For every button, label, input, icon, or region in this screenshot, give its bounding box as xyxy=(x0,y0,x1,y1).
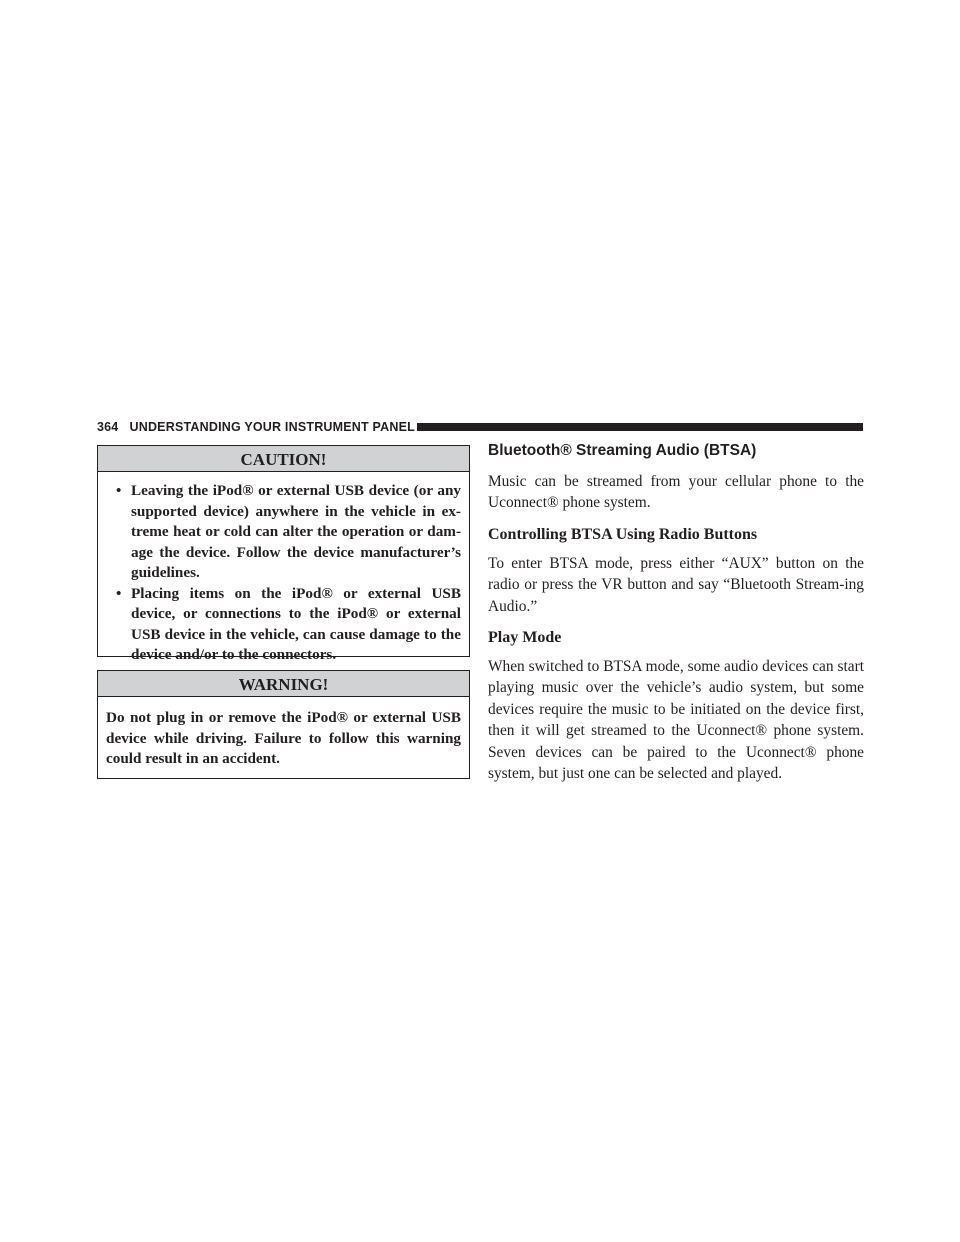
header-rule xyxy=(417,423,863,431)
caution-box xyxy=(97,445,470,663)
section-title: UNDERSTANDING YOUR INSTRUMENT PANEL xyxy=(129,420,415,434)
header-text xyxy=(97,419,415,435)
caution-item xyxy=(116,584,461,666)
play-mode-heading: Play Mode xyxy=(488,629,562,647)
btsa-heading: Bluetooth® Streaming Audio (BTSA) xyxy=(488,442,757,459)
caution-list xyxy=(116,481,461,666)
btsa-intro: Music can be streamed from your cellular phone to the Uconnect® phone system. xyxy=(488,473,864,512)
warning-body: Do not plug in or remove the iPod® or external USB device while driving. Failure to follow this warning could result in an accident. xyxy=(106,709,461,767)
controlling-heading: Controlling BTSA Using Radio Buttons xyxy=(488,525,758,543)
warning-title: WARNING! xyxy=(98,671,469,697)
page-header xyxy=(97,419,863,435)
btsa-section xyxy=(488,441,864,784)
caution-title: CAUTION! xyxy=(98,446,469,472)
bullet-icon: • xyxy=(116,584,122,602)
caution-body xyxy=(98,472,469,666)
caution-item xyxy=(116,481,461,584)
caution-item-text: Leaving the iPod® or external USB device (or any supported device) anywhere in the vehicle in ex-treme heat or cold can alter the operation or dam-age the device. Follow the device manufacturer’s guidelines. xyxy=(131,482,461,581)
warning-box xyxy=(97,670,470,779)
page-number: 364 xyxy=(97,420,119,434)
play-mode-text: When switched to BTSA mode, some audio devices can start playing music over the vehicle’s audio system, but some devices require the music to be initiated on the device first, then it will get streamed to the Uconnect® phone system. Seven devices can be paired to the Uconnect® phone system, but just one can be selected and played. xyxy=(488,658,864,783)
bullet-icon: • xyxy=(116,482,122,499)
caution-item-text: Placing items on the iPod® or external USB device, or connections to the iPod® or external USB device in the vehicle, can cause damage to the device and/or to the connectors. xyxy=(131,584,461,663)
controlling-text: To enter BTSA mode, press either “AUX” button on the radio or press the VR button and say “Bluetooth Stream-ing Audio.” xyxy=(488,554,864,615)
